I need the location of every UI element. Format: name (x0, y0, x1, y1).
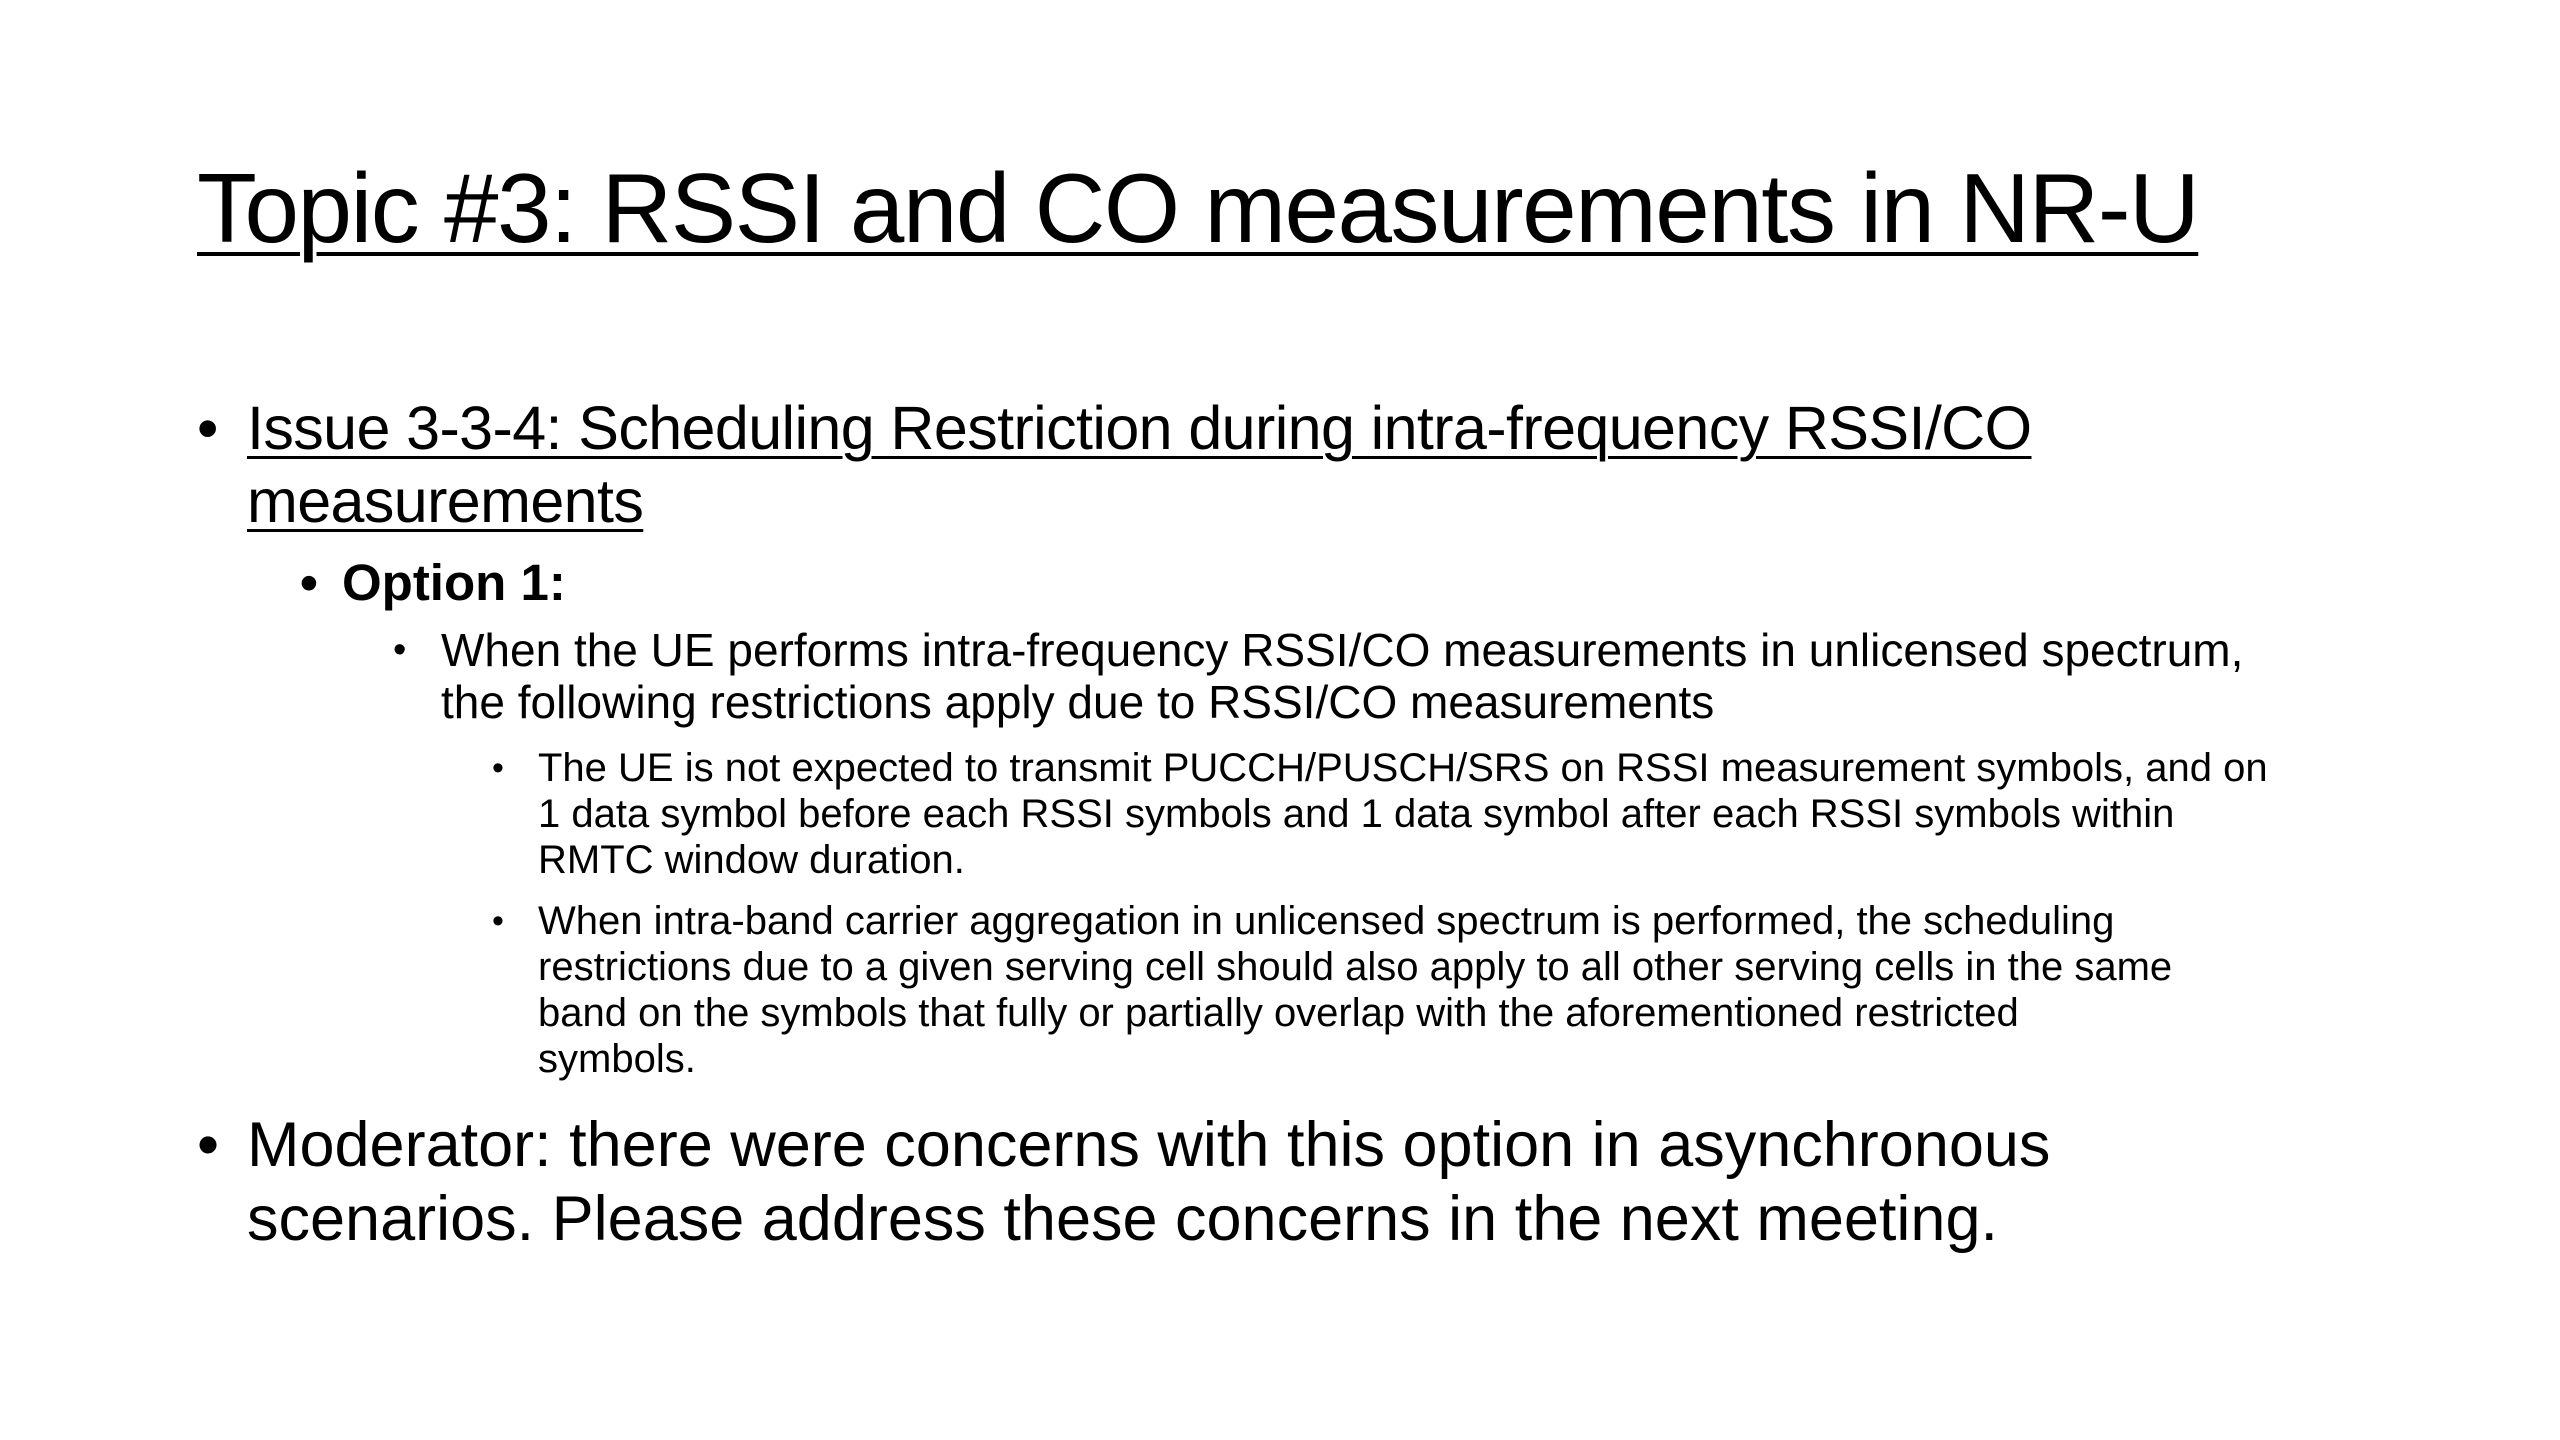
bullet-icon: • (492, 749, 504, 787)
moderator-note-line: Moderator: there were concerns with this option in asynchronous (247, 1110, 2051, 1180)
option-label: Option 1: (342, 554, 566, 611)
issue-heading-line: measurements (247, 467, 644, 535)
restriction-text (538, 745, 2392, 883)
option-description (441, 624, 2393, 728)
bullet-icon: • (393, 629, 407, 671)
restriction-line: When intra-band carrier aggregation in unlicensed spectrum is performed, the scheduling (538, 899, 2115, 943)
moderator-bullet (197, 1108, 2397, 1256)
restriction-line: band on the symbols that fully or partially overlap with the aforementioned restricted (538, 991, 2019, 1035)
moderator-note (247, 1108, 2397, 1256)
option-description-bullet (393, 624, 2393, 728)
bullet-icon: • (492, 902, 504, 940)
issue-bullet (197, 392, 2397, 538)
option-description-line: When the UE performs intra-frequency RSSI/CO measurements in unlicensed spectrum, (441, 624, 2244, 676)
bullet-icon: • (197, 1110, 220, 1180)
restriction-line: 1 data symbol before each RSSI symbols and 1 data symbol after each RSSI symbols within (538, 792, 2175, 836)
restriction-line: restrictions due to a given serving cell should also apply to all other serving cells in the same (538, 945, 2173, 989)
moderator-note-line: scenarios. Please address these concerns in the next meeting. (247, 1184, 1998, 1254)
bullet-icon: • (197, 394, 218, 462)
restriction-line: RMTC window duration. (538, 838, 965, 882)
restriction-bullet (492, 898, 2392, 1082)
option-bullet (300, 552, 566, 614)
option-description-line: the following restrictions apply due to RSSI/CO measurements (441, 676, 1715, 728)
issue-heading-line: Issue 3-3-4: Scheduling Restriction during intra-frequency RSSI/CO (247, 394, 2032, 462)
issue-heading (247, 392, 2397, 538)
bullet-icon: • (300, 554, 318, 611)
slide-title: Topic #3: RSSI and CO measurements in NR-U (197, 153, 2199, 263)
restriction-text (538, 898, 2392, 1082)
restriction-line: symbols. (538, 1037, 696, 1081)
restriction-line: The UE is not expected to transmit PUCCH/PUSCH/SRS on RSSI measurement symbols, and on (538, 746, 2268, 790)
restriction-bullet (492, 745, 2392, 883)
